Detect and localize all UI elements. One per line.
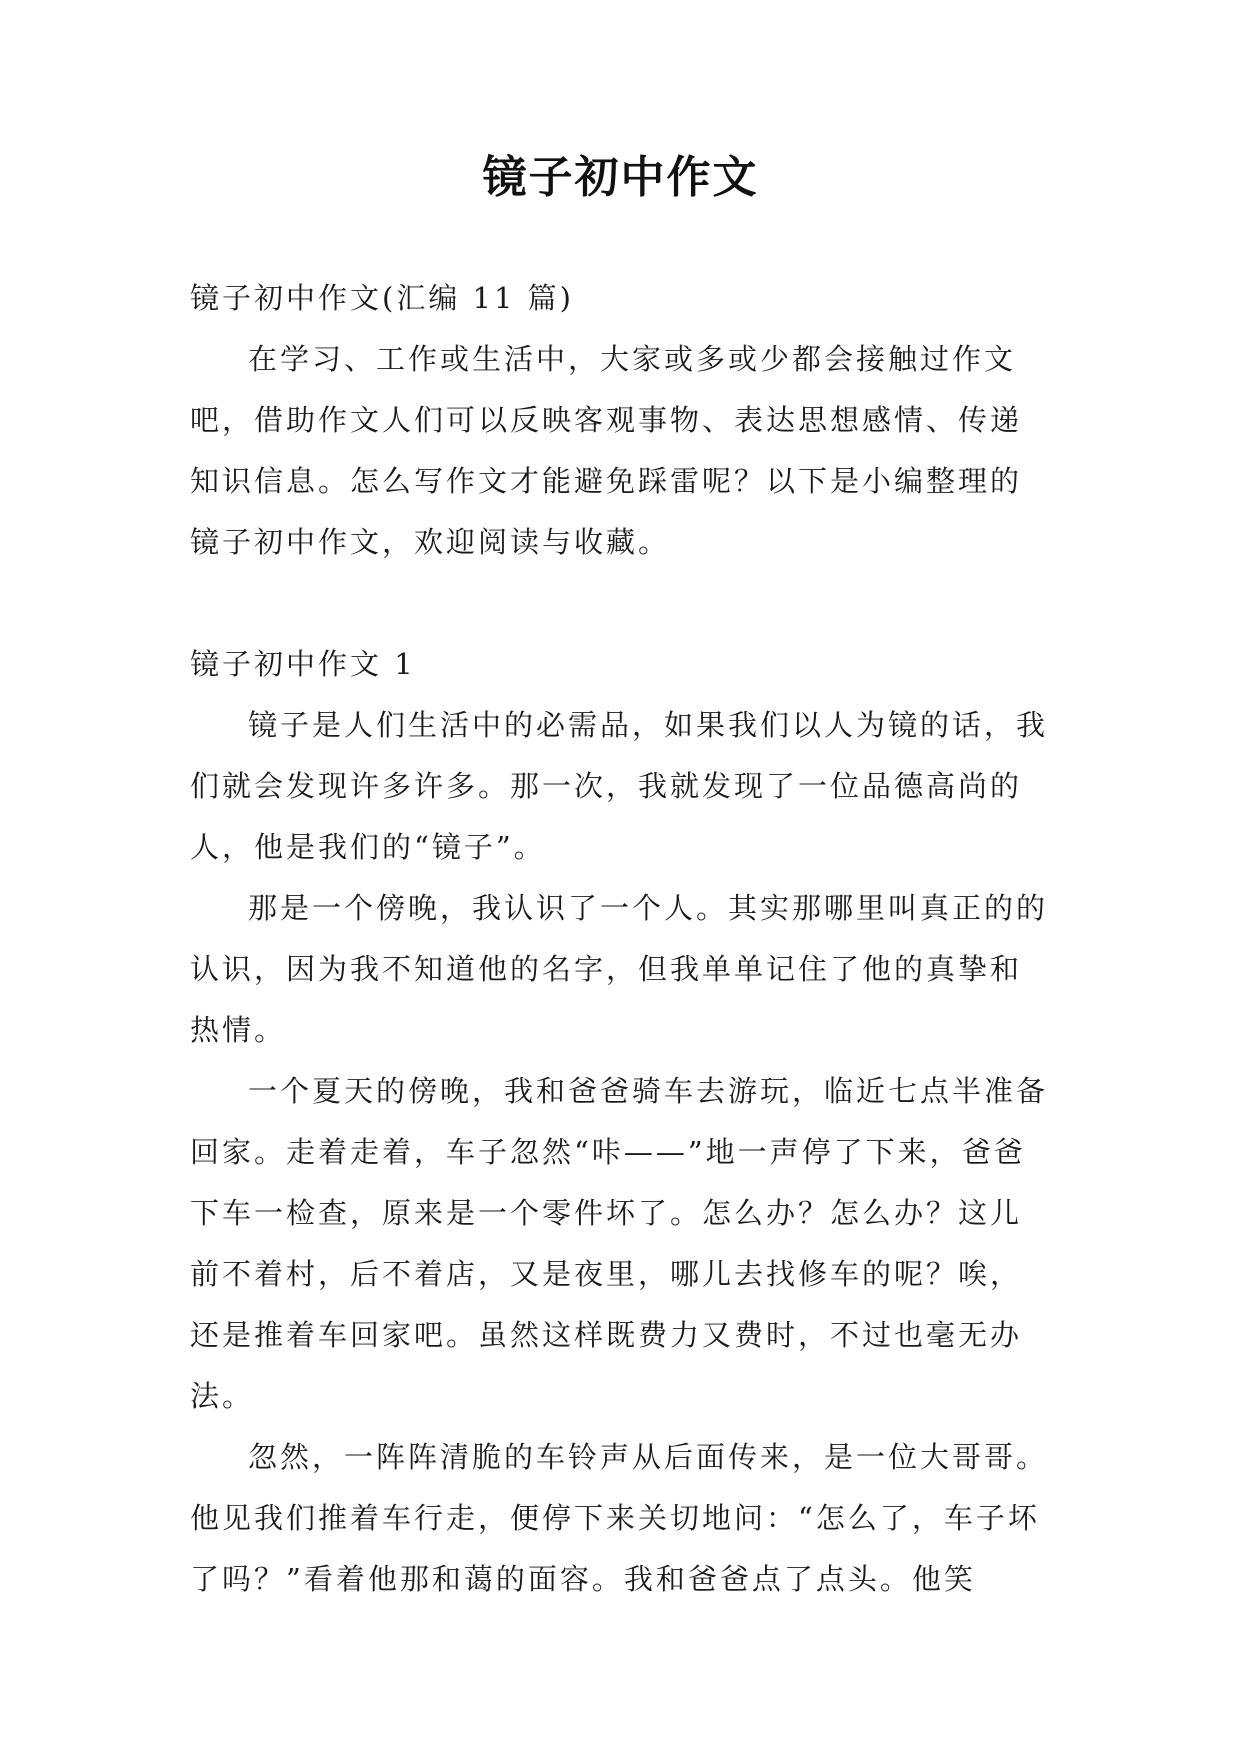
document-title: 镜子初中作文 xyxy=(482,152,759,203)
body-paragraph: 一个夏天的傍晚，我和爸爸骑车去游玩，临近七点半准备回家。走着走着，车子忽然“咔——”地一声停了下来，爸爸下车一检查，原来是一个零件坏了。怎么办？怎么办？这儿前不着村，后不着店，又是夜里，哪儿去找修车的呢？唉，还是推着车回家吧。虽然这样既费力又费时，不过也毫无办法。 xyxy=(190,1074,1049,1413)
body-paragraph: 忽然，一阵阵清脆的车铃声从后面传来，是一位大哥哥。他见我们推着车行走，便停下来关切地问：“怎么了，车子坏了吗？”看着他那和蔼的面容。我和爸爸点了点头。他笑 xyxy=(190,1440,1049,1596)
document-subtitle: 镜子初中作文(汇编 11 篇) xyxy=(190,281,574,315)
document-body xyxy=(190,268,1050,1610)
intro-paragraph: 在学习、工作或生活中，大家或多或少都会接触过作文吧，借助作文人们可以反映客观事物、表达思想感情、传递知识信息。怎么写作文才能避免踩雷呢？以下是小编整理的镜子初中作文，欢迎阅读与收藏。 xyxy=(190,342,1023,559)
body-paragraph: 那是一个傍晚，我认识了一个人。其实那哪里叫真正的的认识，因为我不知道他的名字，但我单单记住了他的真挚和热情。 xyxy=(190,891,1049,1047)
section-spacer xyxy=(190,573,1050,634)
body-paragraph: 镜子是人们生活中的必需品，如果我们以人为镜的话，我们就会发现许多许多。那一次，我就发现了一位品德高尚的人，他是我们的“镜子”。 xyxy=(190,708,1049,864)
section-heading: 镜子初中作文 1 xyxy=(190,647,416,681)
